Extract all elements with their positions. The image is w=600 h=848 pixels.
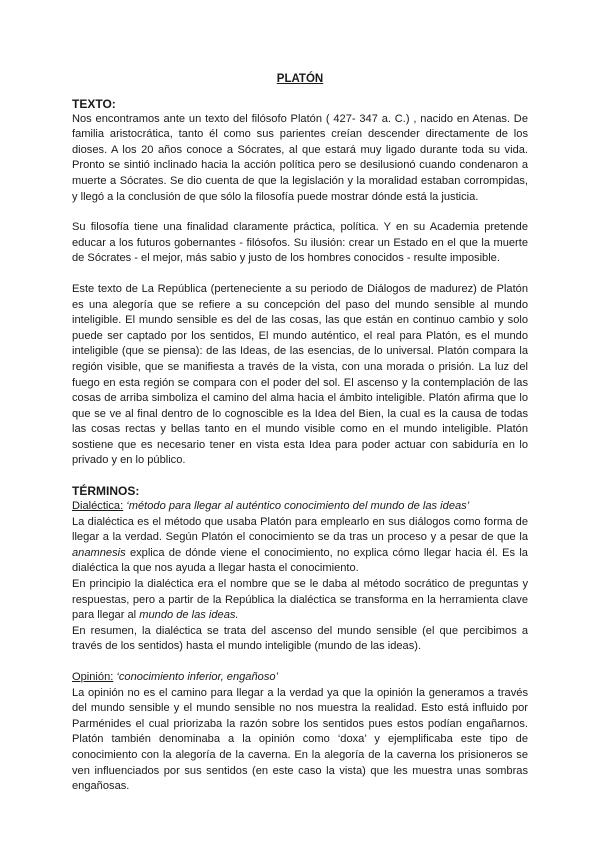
term-dialectica-name: Dialéctica: bbox=[72, 500, 124, 513]
dialectica-paragraph-2: En principio la dialéctica era el nombre que se le daba al método socrático de preguntas y respuestas, pero a partir de la República la dialéctica se transforma en la herramienta clave para llegar al mundo de las ideas. bbox=[72, 578, 528, 622]
term-dialectica-definition: ‘método para llegar al auténtico conocimiento del mundo de las ideas’ bbox=[126, 500, 470, 513]
texto-paragraph-1: Nos encontramos ante un texto del filósofo Platón ( 427- 347 a. C.) , nacido en Atenas. De familia aristocrática, tanto él como sus parientes creían descender directamente de los dioses. A los 20 años conoce a Sócrates, al que estará muy ligado durante toda su vida. Pronto se sintió inclinado hacia la acción política pero se desilusionó cuando condenaron a muerte a Sócrates. Se dio cuenta de que la legislación y la moralidad estaban corrompidas, y llegó a la conclusión de que sólo la filosofía puede mostrar dónde está la justicia. bbox=[72, 112, 528, 203]
dialectica-paragraph-1: La dialéctica es el método que usaba Platón para emplearlo en sus diálogos como forma de llegar a la verdad. Según Platón el conocimiento se da tras un proceso y a pesar de que la anamnesis explica de dónde viene el conocimiento, no explica cómo llegar hacia él. Es la dialéctica la que nos ayuda a llegar hasta el conocimiento. bbox=[72, 515, 528, 575]
texto-paragraph-3: Este texto de La República (perteneciente a su periodo de Diálogos de madurez) de Platón es una alegoría que se refiere a su concepción del paso del mundo sensible al mundo inteligible. El mundo sensible es del de las cosas, las que están en continuo cambio y solo puede ser captado por los sentidos, El mundo auténtico, el real para Platón, es el mundo inteligible (que se piensa): de las Ideas, de las esencias, de lo universal. Platón compara la región visible, que se manifiesta a través de la vista, con una morada o prisión. La luz del fuego en esta región se compara con el poder del sol. El ascenso y la contemplación de las cosas de arriba simboliza el camino del alma hacia el ámbito inteligible. Platón afirma que lo que se ve al final dentro de lo cognoscible es la Idea del Bien, la cual es la causa de todas las cosas rectas y bellas tanto en el mundo visible como en el mundo inteligible. Platón sostiene que es necesario tener en vista esta Idea para poder actuar con sabiduría en lo privado y en lo público. bbox=[72, 282, 528, 467]
term-opinion-name: Opinión: bbox=[72, 671, 114, 683]
term-opinion-definition: ‘conocimiento inferior, engañoso’ bbox=[116, 671, 278, 683]
document-page bbox=[72, 62, 528, 795]
term-dialectica-header bbox=[72, 499, 528, 515]
mundo-de-las-ideas-term: mundo de las ideas. bbox=[139, 609, 239, 622]
term-opinion-header bbox=[72, 670, 528, 686]
dialectica-paragraph-3: En resumen, la dialéctica se trata del ascenso del mundo sensible (el que percibimos a través de los sentidos) hasta el mundo inteligible (mundo de las ideas). bbox=[72, 624, 528, 653]
document-title: PLATÓN bbox=[276, 73, 324, 85]
anamnesis-term: anamnesis bbox=[72, 546, 126, 559]
opinion-paragraph-1: La opinión no es el camino para llegar a la verdad ya que la opinión la generamos a través del mundo sensible y el mundo sensible no nos muestra la realidad. Esto está influido por Parménides el cual priorizaba la razón sobre los sentidos pues estos podían engañarnos. Platón también denominaba a la opinión como ‘doxa’ y ejemplificaba este tipo de conocimiento con la alegoría de la caverna. En la alegoría de la caverna los prisioneros se ven influenciados por sus sentidos (en este caso la vista) que les muestra unas sombras engañosas. bbox=[72, 686, 528, 793]
texto-heading: TEXTO: bbox=[72, 96, 116, 111]
texto-paragraph-2: Su filosofía tiene una finalidad claramente práctica, política. Y en su Academia pretende educar a los futuros gobernantes - filósofos. Su ilusión: crear un Estado en el que la muerte de Sócrates - el mejor, más sabio y justo de los hombres conocidos - resulte imposible. bbox=[72, 221, 528, 265]
terminos-heading: TÉRMINOS: bbox=[72, 484, 140, 499]
